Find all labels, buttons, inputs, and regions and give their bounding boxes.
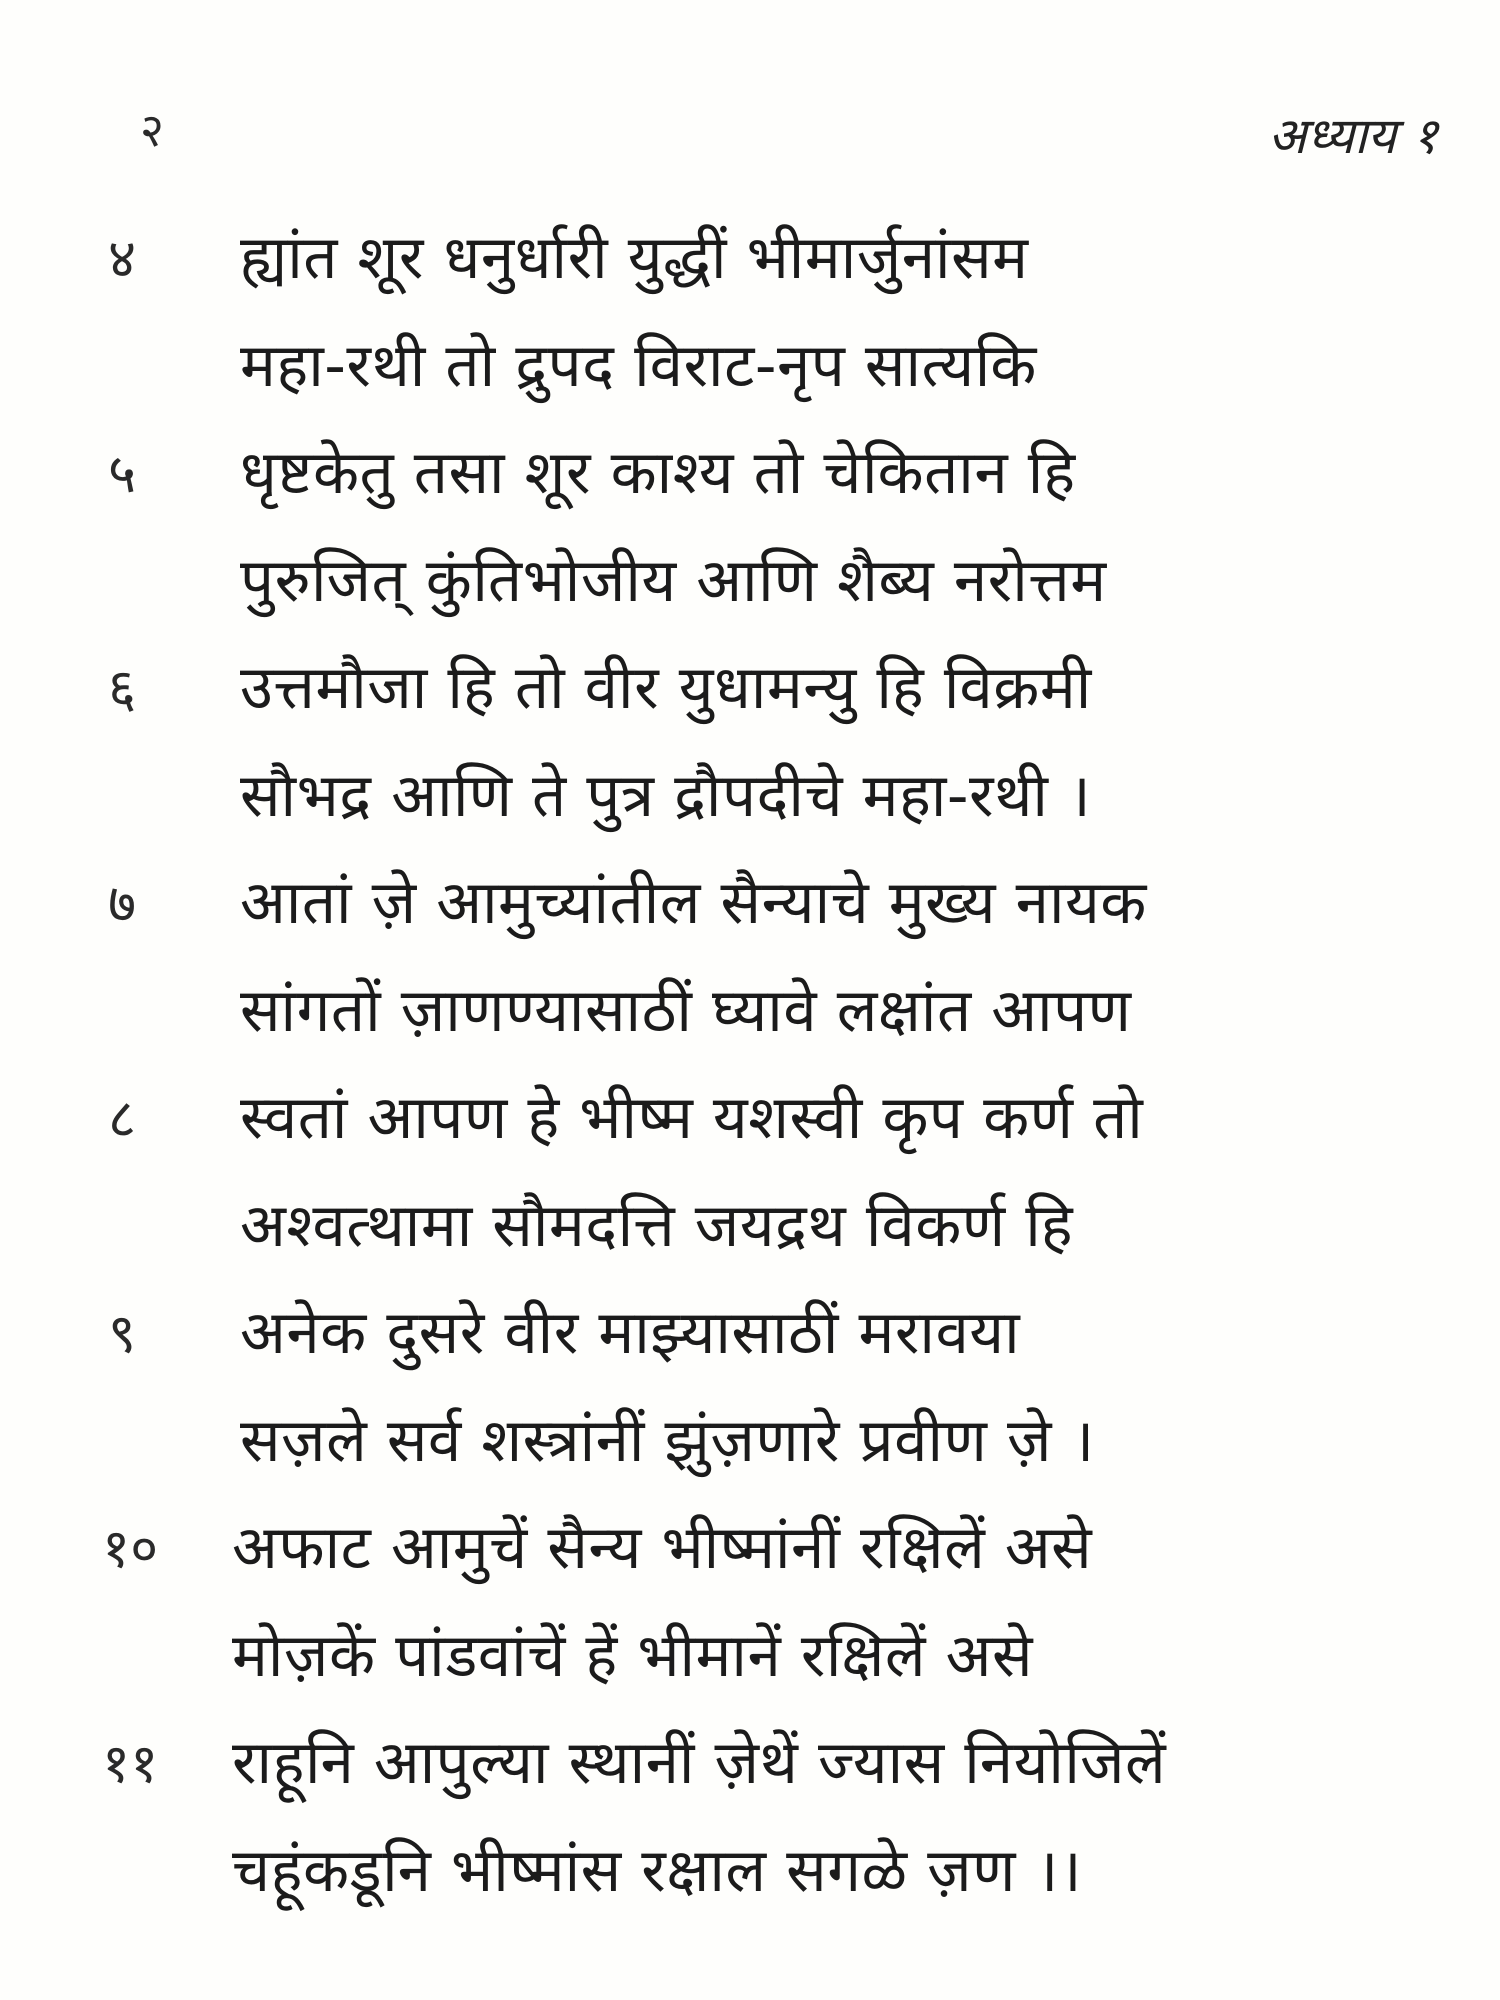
verse-text: महा-रथी तो द्रुपद विराट-नृप सात्यकि: [240, 330, 1037, 401]
verse-line: [0, 1173, 1500, 1281]
verse-text: सौभद्र आणि ते पुत्र द्रौपदीचे महा-रथी ।: [240, 760, 1092, 831]
verse-line: [0, 420, 1500, 528]
verse-text: मोज़कें पांडवांचें हें भीमानें रक्षिलें असे: [232, 1620, 1034, 1691]
verse-line: [0, 1818, 1500, 1926]
verse-text: स्वतां आपण हे भीष्म यशस्वी कृप कर्ण तो: [240, 1083, 1144, 1153]
verse-text: अश्वत्थामा सौमदत्ति जयद्रथ विकर्ण हि: [240, 1190, 1074, 1261]
verse-number: ११: [102, 1732, 159, 1795]
verse-text: चहूंकडूनि भीष्मांस रक्षाल सगळे ज़ण ।।: [232, 1835, 1083, 1906]
chapter-heading: अध्याय १: [1268, 107, 1438, 165]
verse-number: ६: [108, 657, 137, 720]
verse-text: उत्तमौजा हि तो वीर युधामन्यु हि विक्रमी: [240, 653, 1092, 723]
verse-text: ह्यांत शूर धनुर्धारी युद्धीं भीमार्जुनांसम: [240, 223, 1029, 293]
verse-line: [0, 1388, 1500, 1496]
verse-line: [0, 850, 1500, 958]
verse-text: आतां ज़े आमुच्यांतील सैन्याचे मुख्य नायक: [240, 868, 1147, 938]
verse-text: धृष्टकेतु तसा शूर काश्य तो चेकितान हि: [240, 438, 1076, 508]
verse-text: राहूनि आपुल्या स्थानीं ज़ेथें ज्यास नियोजिलें: [232, 1728, 1167, 1798]
verse-line: [0, 1495, 1500, 1603]
verse-text: अनेक दुसरे वीर माझ्यासाठीं मरावया: [240, 1298, 1021, 1368]
verse-text: सांगतों ज़ाणण्यासाठीं घ्यावे लक्षांत आपण: [240, 975, 1132, 1046]
verse-number: ८: [108, 1087, 137, 1150]
verse-line: [0, 528, 1500, 636]
verse-line: [0, 1065, 1500, 1173]
verse-line: [0, 1603, 1500, 1711]
verse-text: सज़ले सर्व शस्त्रांनीं झुंज़णारे प्रवीण ज़े ।: [240, 1405, 1095, 1476]
verse-line: [0, 205, 1500, 313]
page-number: २: [140, 103, 164, 157]
verse-text: अफाट आमुचें सैन्य भीष्मांनीं रक्षिलें असे: [232, 1513, 1093, 1583]
verse-line: [0, 1710, 1500, 1818]
verse-line: [0, 743, 1500, 851]
verse-line: [0, 313, 1500, 421]
verse-number: ७: [108, 872, 137, 935]
verse-number: ५: [108, 442, 137, 505]
verse-list: [0, 205, 1500, 1925]
verse-line: [0, 958, 1500, 1066]
verse-number: ४: [108, 227, 137, 290]
verse-line: [0, 1280, 1500, 1388]
verse-text: पुरुजित् कुंतिभोजीय आणि शैब्य नरोत्तम: [240, 545, 1107, 616]
verse-number: १०: [102, 1517, 159, 1580]
verse-line: [0, 635, 1500, 743]
verse-number: ९: [108, 1302, 137, 1365]
